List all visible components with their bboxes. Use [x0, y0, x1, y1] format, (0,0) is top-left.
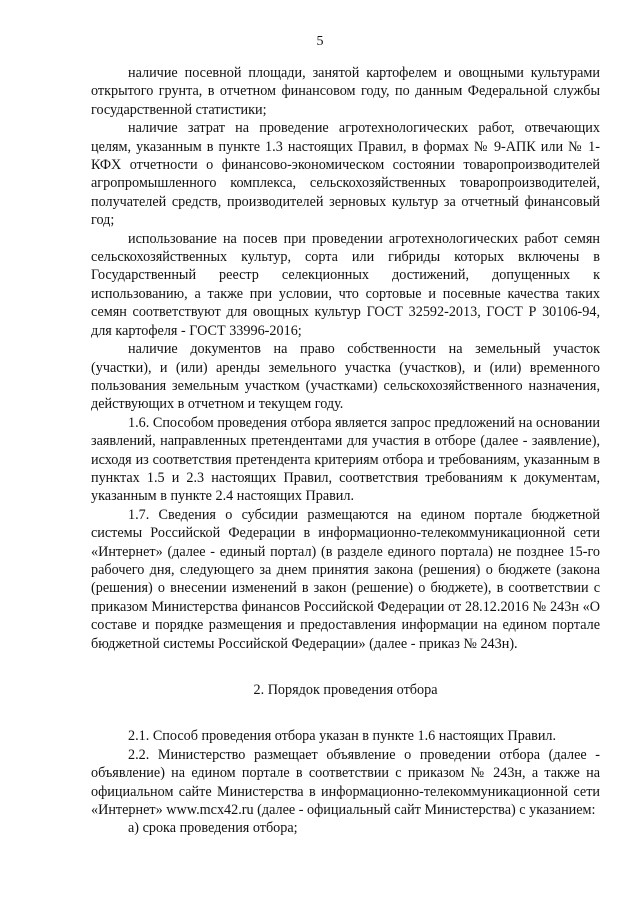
paragraph: а) срока проведения отбора; [128, 820, 298, 837]
paragraph: использование на посев при проведении агротехнологических работ семян сельскохозяйственных культур, сорта или гибриды которых включены в Государственный реестр селекционных достижений, допущенных к использованию, а также при условии, что сортовые и посевные качества таких семян соответствуют для овощных культур ГОСТ 32592-2013, ГОСТ Р 30106-94, для картофеля - ГОСТ 33996-2016; [91, 230, 600, 339]
paragraph: наличие затрат на проведение агротехнологических работ, отвечающих целям, указанным в пункте 1.3 настоящих Правил, в формах № 9-АПК или № 1-КФХ отчетности о финансово-экономическом состоянии товаропроизводителей агропромышленного комплекса, сельскохозяйственных товаропроизводителей, получателей средств, производителей зерновых культур за отчетный финансовый год; [91, 120, 600, 229]
paragraph: наличие документов на право собственности на земельный участок (участки), и (или) аренды земельного участка (участков), и (или) временного пользования земельным участком (участками) сельскохозяйственного назначения, действующих в отчетном и текущем году. [91, 341, 600, 413]
page-number: 5 [316, 34, 324, 49]
paragraph: 1.6. Способом проведения отбора является запрос предложений на основании заявлений, направленных претендентами для участия в отборе (далее - заявление), исходя из соответствия претендента критериям отбора и требованиям, указанным в пунктах 1.5 и 2.3 настоящих Правил, соответствия требованиям к документам, указанным в пункте 2.4 настоящих Правил. [91, 414, 600, 505]
paragraph: 2.2. Министерство размещает объявление о проведении отбора (далее - объявление) на едином портале в соответствии с приказом № 243н, а также на официальном сайте Министерства в информационно-телекоммуникационной сети «Интернет» www.mcx42.ru (далее - официальный сайт Министерства) с указанием: [91, 746, 600, 819]
paragraph: 2.1. Способ проведения отбора указан в пункте 1.6 настоящих Правил. [128, 728, 557, 745]
paragraph: 1.7. Сведения о субсидии размещаются на едином портале бюджетной системы Российской Федерации в информационно-телекоммуникационной сети «Интернет» (далее - единый портал) (в разделе единого портала) не позднее 15-го рабочего дня, следующего за днем принятия закона (решения) о бюджете (закона (решения) о внесении изменений в закон (решение) о бюджете), в соответствии с приказом Министерства финансов Российской Федерации от 28.12.2016 № 243н «О составе и порядке размещения и предоставления информации на едином портале бюджетной системы Российской Федерации» (далее - приказ № 243н). [91, 506, 600, 652]
paragraph: наличие посевной площади, занятой картофелем и овощными культурами открытого грунта, в отчетном финансовом году, по данным Федеральной службы государственной статистики; [91, 65, 600, 118]
section-heading: 2. Порядок проведения отбора [253, 682, 438, 698]
document-body [91, 64, 600, 838]
